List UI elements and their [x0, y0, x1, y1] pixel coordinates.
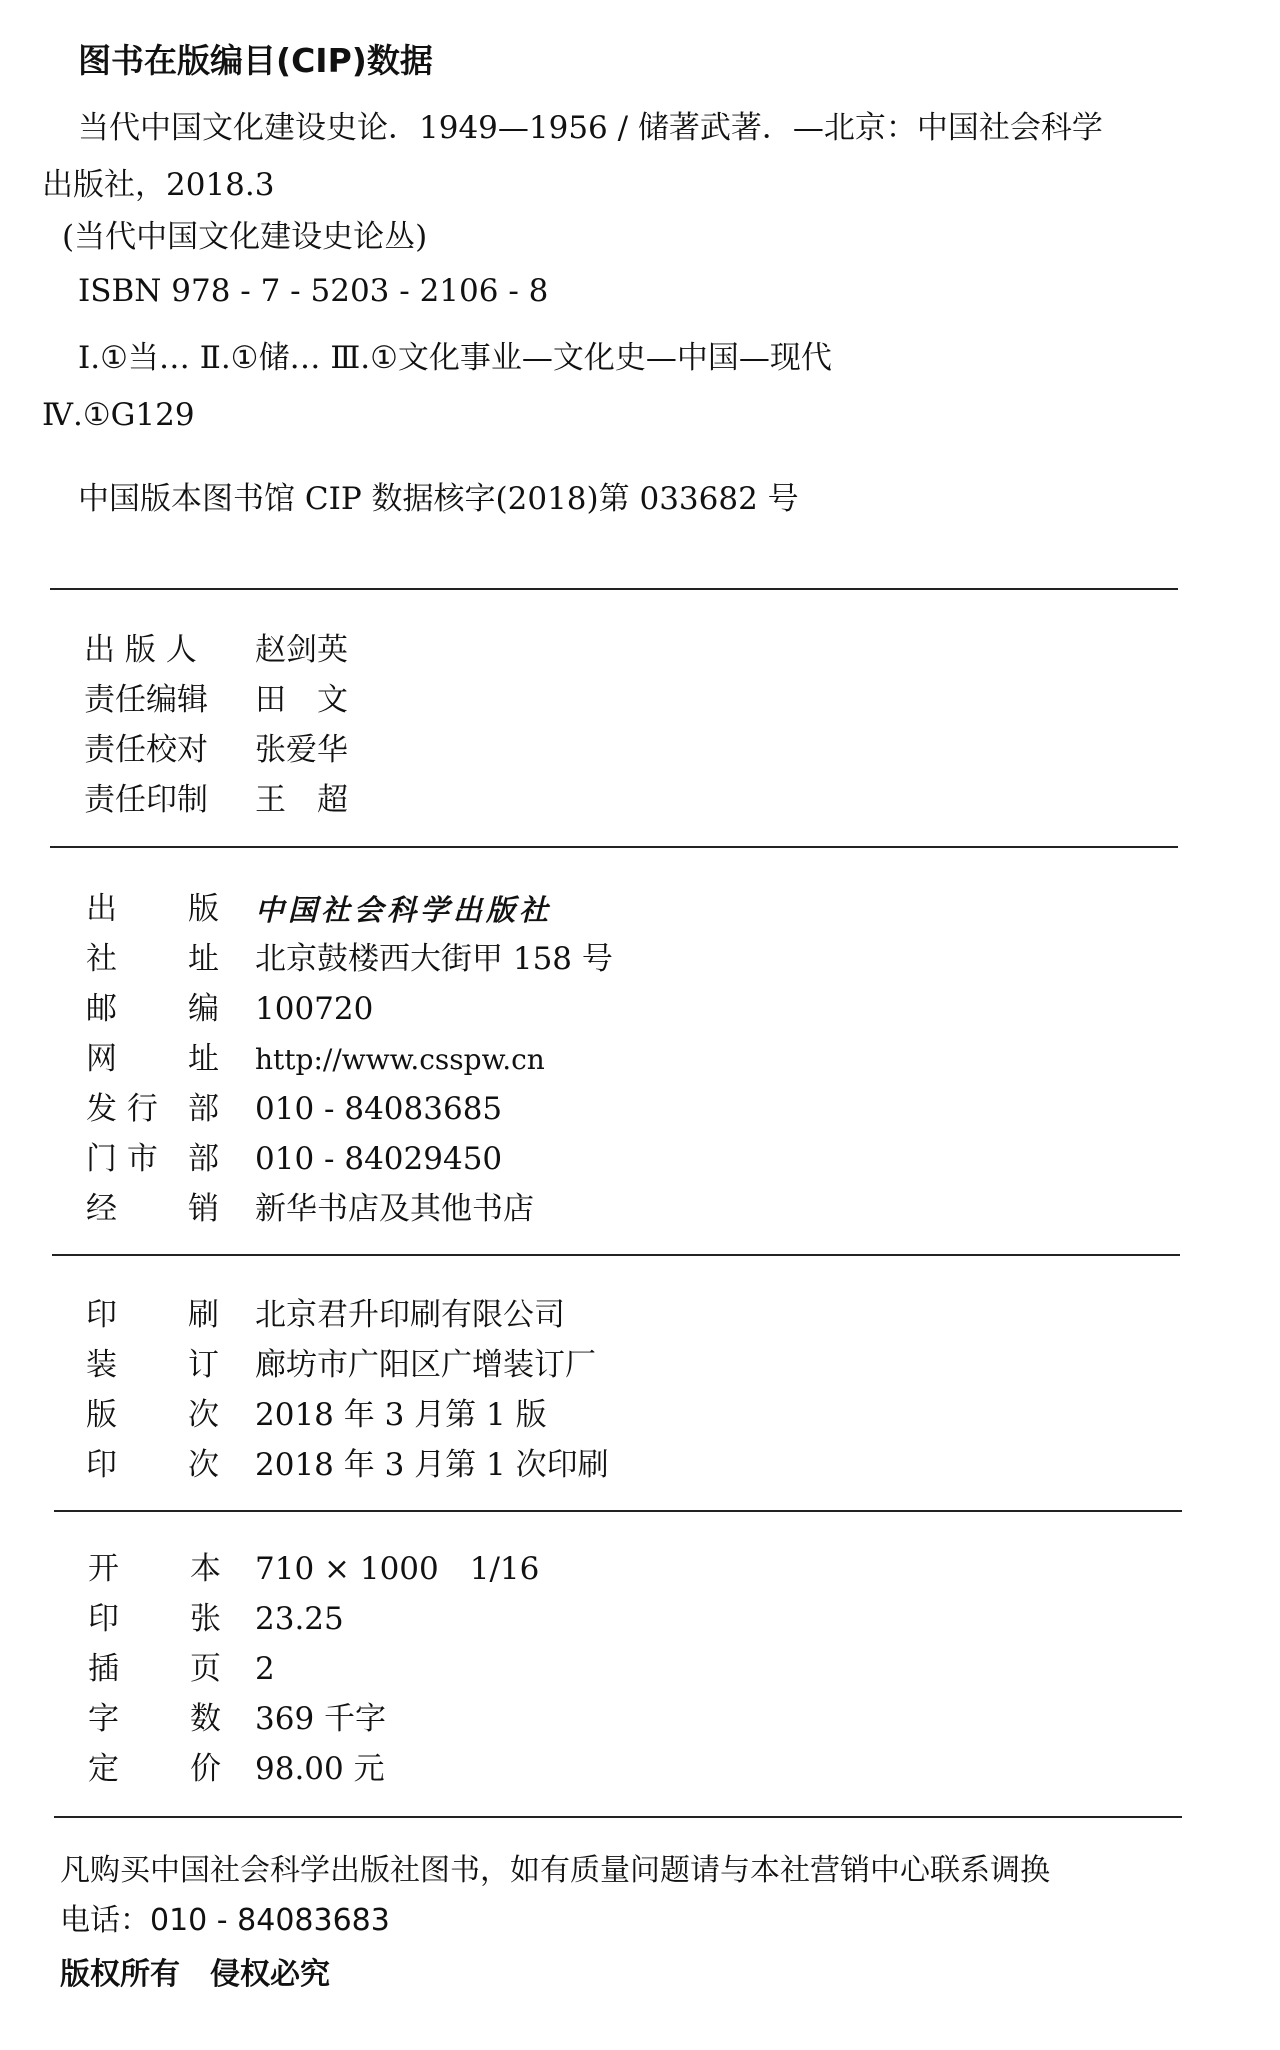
info-label-a: 出 [86, 891, 117, 927]
divider-3 [52, 1254, 1180, 1256]
info-label-a: 网 [86, 1041, 117, 1077]
info-label-a: 社 [86, 941, 117, 977]
info-label-a: 门 市 [86, 1141, 158, 1177]
copyright-notice: 版权所有 侵权必究 [60, 1957, 330, 1992]
staff-value: 田 文 [255, 682, 348, 718]
info-label-b: 张 [190, 1601, 221, 1637]
info-label-a: 印 [88, 1601, 119, 1637]
info-value: 010 - 84083685 [255, 1091, 503, 1127]
staff-label: 出 版 人 [84, 632, 197, 668]
staff-value: 张爱华 [255, 732, 348, 768]
cip-classification-line2: Ⅳ.①G129 [42, 397, 195, 433]
info-label-a: 发 行 [86, 1091, 158, 1127]
info-label-b: 刷 [188, 1297, 219, 1333]
cip-series-line: (当代中国文化建设史论丛) [62, 219, 428, 255]
info-label-a: 邮 [86, 991, 117, 1027]
staff-label: 责任校对 [84, 732, 208, 768]
info-label-b: 址 [188, 1041, 219, 1077]
info-label-a: 版 [86, 1397, 117, 1433]
info-value: 北京君升印刷有限公司 [255, 1297, 565, 1333]
info-label-b: 址 [188, 941, 219, 977]
cip-record-number: 中国版本图书馆 CIP 数据核字(2018)第 033682 号 [78, 481, 799, 517]
staff-value: 赵剑英 [255, 632, 348, 668]
quality-notice: 凡购买中国社会科学出版社图书，如有质量问题请与本社营销中心联系调换 [60, 1853, 1050, 1888]
website-link[interactable]: http://www.csspw.cn [255, 1043, 545, 1076]
staff-label: 责任编辑 [84, 682, 208, 718]
info-label-a: 印 [86, 1447, 117, 1483]
info-label-b: 本 [190, 1551, 221, 1587]
info-label-b: 版 [188, 891, 219, 927]
info-label-a: 经 [86, 1191, 117, 1227]
info-label-b: 销 [188, 1191, 219, 1227]
info-value: 北京鼓楼西大街甲 158 号 [255, 941, 613, 977]
divider-5 [54, 1816, 1182, 1818]
publisher-name: 中国社会科学出版社 [255, 893, 553, 927]
info-label-a: 印 [86, 1297, 117, 1333]
cip-title-line: 当代中国文化建设史论．1949—1956 / 储著武著．—北京：中国社会科学 [78, 110, 1103, 146]
info-value: 710 × 1000 1/16 [255, 1551, 540, 1587]
info-label-a: 插 [88, 1651, 119, 1687]
info-label-b: 页 [190, 1651, 221, 1687]
info-value: 98.00 元 [255, 1751, 385, 1787]
info-value: 23.25 [255, 1601, 344, 1637]
cip-publisher-line: 出版社，2018.3 [42, 167, 275, 203]
cip-classification-line1: Ⅰ.①当… Ⅱ.①储… Ⅲ.①文化事业—文化史—中国—现代 [78, 340, 832, 376]
info-label-a: 字 [88, 1701, 119, 1737]
cip-heading: 图书在版编目(CIP)数据 [78, 41, 433, 80]
divider-2 [50, 846, 1178, 848]
divider-1 [50, 588, 1178, 590]
info-label-b: 次 [188, 1447, 219, 1483]
cip-isbn: ISBN 978 - 7 - 5203 - 2106 - 8 [78, 273, 549, 309]
staff-value: 王 超 [255, 782, 348, 818]
info-label-a: 开 [88, 1551, 119, 1587]
info-label-b: 部 [188, 1141, 219, 1177]
info-label-b: 订 [188, 1347, 219, 1383]
info-value: 369 千字 [255, 1701, 387, 1737]
info-value: 廊坊市广阳区广增装订厂 [255, 1347, 596, 1383]
info-label-b: 编 [188, 991, 219, 1027]
divider-4 [54, 1510, 1182, 1512]
info-label-b: 价 [190, 1751, 221, 1787]
info-value: 2018 年 3 月第 1 版 [255, 1397, 547, 1433]
info-value: 100720 [255, 991, 374, 1027]
info-label-a: 装 [86, 1347, 117, 1383]
info-value: 新华书店及其他书店 [255, 1191, 534, 1227]
info-label-a: 定 [88, 1751, 119, 1787]
info-value: 2018 年 3 月第 1 次印刷 [255, 1447, 609, 1483]
info-value: 010 - 84029450 [255, 1141, 503, 1177]
info-label-b: 部 [188, 1091, 219, 1127]
info-value: 2 [255, 1651, 275, 1687]
info-label-b: 次 [188, 1397, 219, 1433]
service-phone: 电话：010 - 84083683 [60, 1903, 390, 1938]
staff-label: 责任印制 [84, 782, 208, 818]
info-label-b: 数 [190, 1701, 221, 1737]
